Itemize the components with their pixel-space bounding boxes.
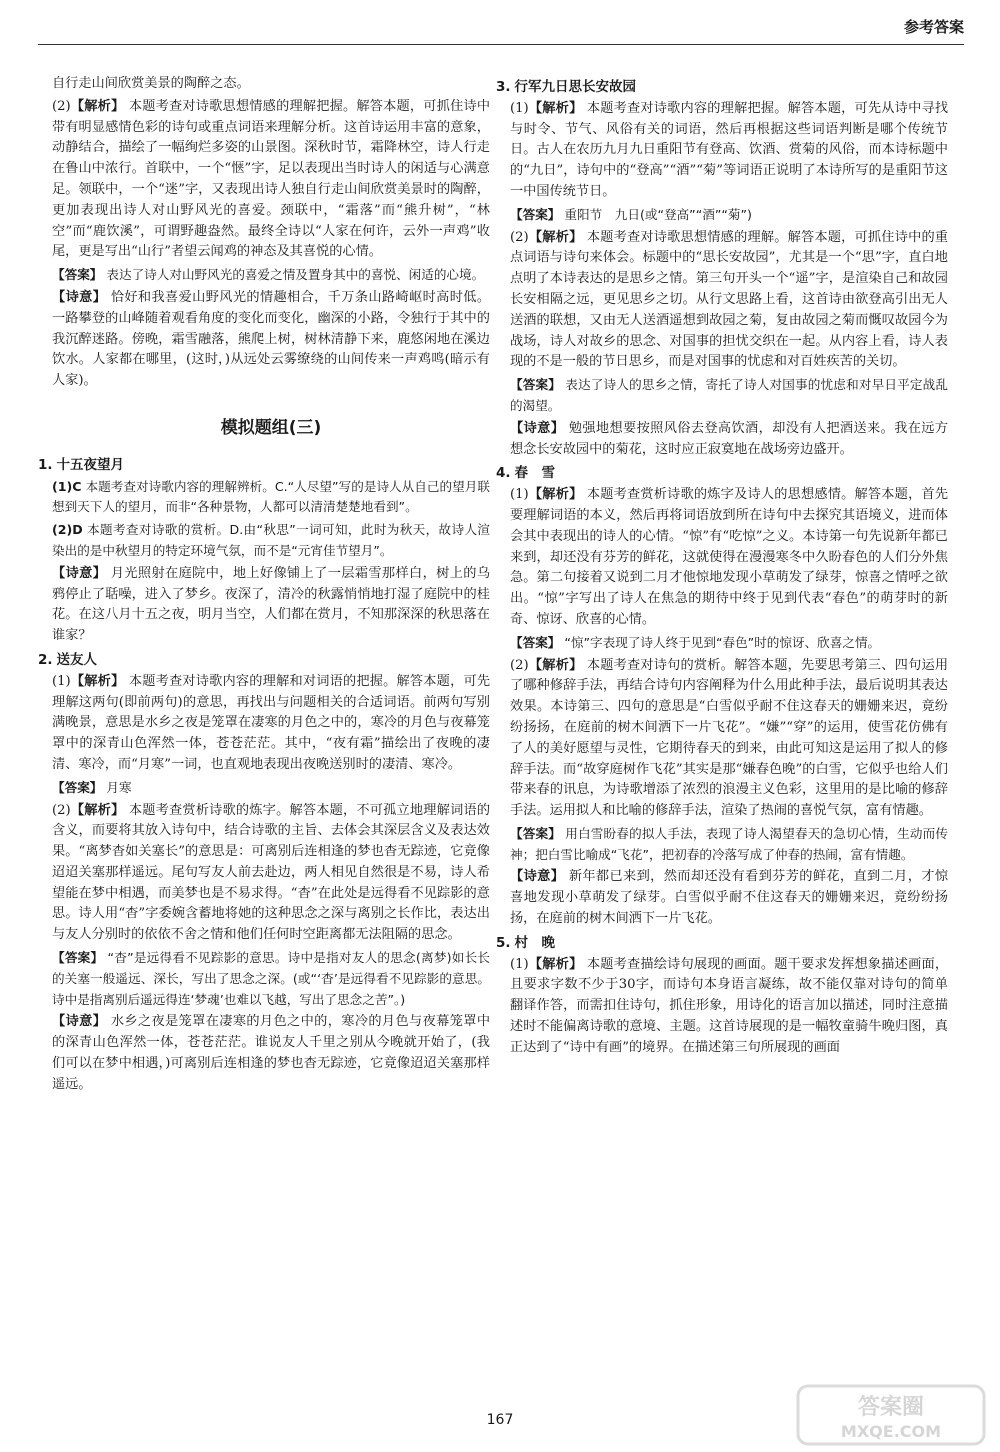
question-title: 5. 村 晚 [496, 934, 556, 951]
svg-text:答案圈: 答案圈 [857, 1395, 925, 1420]
continued-line: 自行走山间欣赏美景的陶醉之态。 [52, 76, 250, 91]
answer-paragraph: (2)【 解析 】 本题考查对诗歌思想情感的理解。解答本题，可抓住诗中的重点词语与诗句来体会。标题中的“思长安故园”，尤其是一个“思”字，直白地点明了本诗表达的是思乡之情。第三句开头一个“遥”字，是渲染自己和故园长安相隔之远，更见思乡之切。从行文思路上看，这首诗由欲登高引出无人送酒的联想，又由无人送酒遥想到故园之菊，复由故园之菊而慨叹故园今为战场，诗人对故乡的思念、对国事的担忧交织在一起。从内容上看，诗人表现的不是一般的节日思乡，而是对国事的忧虑和对百姓疾苦的关切。 [510, 228, 948, 374]
poem-meaning-paragraph: 【 诗意 】 月光照射在庭院中，地上好像铺上了一层霜雪那样白，树上的乌鸦停止了聒噪，进入了梦乡。夜深了，清冷的秋露悄悄地打湿了庭院中的桂花。在这八月十五之夜，明月当空，人们都在赏月，不知那深深的秋思落在谁家？ [52, 564, 490, 647]
answer-label: 【 答案 】 [52, 950, 103, 965]
poem-meaning-paragraph: 【 诗意 】 勉强地想要按照风俗去登高饮酒，却没有人把酒送来。我在远方想念长安故园中的菊花，这时应正寂寞地在战场旁边盛开。 [510, 419, 948, 461]
poem-meaning-paragraph: 【 诗意 】 水乡之夜是笼罩在凄寒的月色之中的，寒冷的月色与夜幕笼罩中的深青山色浑然一体，苍苍茫茫。谁说友人千里之别从今晚就开始了，(我们可以在梦中相遇，)可离别后连相逢的梦也杳无踪迹，它竟像迢迢关塞那样遥远。 [52, 1012, 490, 1095]
left-column [38, 74, 491, 1396]
answer-paragraph: (1)【 解析 】 本题考查赏析诗歌的炼字及诗人的思想感情。解答本题，首先要理解词语的本义，然后再将词语放到所在诗句中去探究其语境义，进而体会其中表现出的诗人的心情。“惊”有“吃惊”之义。本诗第一句先说新年都已来到，却还没有芬芳的鲜花，这就使得在漫漫寒冬中久盼春色的人们分外焦急。第二句接着又说到二月才他惊地发现小草萌发了绿芽，惊喜之情呼之欲出。“惊”字写出了诗人在焦急的期待中终于见到代表“春色”的萌芽时的新奇、惊讶、欣喜的心情。 [510, 485, 948, 631]
section-title: 模拟题组(三) [220, 417, 322, 438]
answer-paragraph: 【 答案 】 表达了诗人的思乡之情，寄托了诗人对国事的忧虑和对早日平定战乱的渴望。 [510, 375, 948, 417]
poem-meaning-label: 【 诗意 】 [52, 566, 106, 581]
answer-paragraph: 【 答案 】 月寒 [52, 778, 490, 799]
answer-paragraph: (2)【 解析 】 本题考查对诗歌思想情感的理解把握。解答本题，可抓住诗中带有明显感情色彩的诗句或重点词语来理解分析。这首诗运用丰富的意象，动静结合，描绘了一幅绚烂多姿的山景图。深秋时节，霜降林空，诗人行走在鲁山中浓行。首联中，一个“惬”字，足以表现出当时诗人的闲适与心满意足。领联中，一个“迷”字，又表现出诗人独自行走山间欣赏美景时的陶醉，更加表现出诗人对山野风光的喜爱。颈联中，“霜落”而“熊升树”，“林空”而“鹿饮溪”，可谓野趣盎然。最终全诗以“人家在何许，云外一声鸡”收尾，更是写出“山行”者望云闻鸡的神态及其喜悦的心情。 [52, 97, 490, 263]
answer-paragraph: (1)【 解析 】 本题考查描绘诗句展现的画面。题干要求发挥想象描述画面，且要求字数不少于30字，而诗句本身语言凝练，故不能仅靠对诗句的简单翻译作答，而需扣住诗句，抓住形象，用诗化的语言加以描述，同时注意描述时不能偏离诗歌的意境、主题。这首诗展现的是一幅牧童骑牛晚归图，真正达到了“诗中有画”的境界。在描述第三句所展现的画面 [510, 955, 948, 1059]
analysis-label: 【 解析 】 [529, 957, 583, 972]
poem-meaning-label: 【 诗意 】 [510, 421, 564, 436]
analysis-label: 【 解析 】 [71, 803, 125, 818]
answer-paragraph: 【 答案 】 “杳”是远得看不见踪影的意思。诗中是指对友人的思念(离梦)如长长的关塞一般遥远、深长，写出了思念之深。(或“‘杳’是远得看不见踪影的意思。诗中是指离别后遥远得连‘梦魂’也难以飞越，写出了思念之苦”。) [52, 948, 490, 1010]
analysis-label: 【 解析 】 [71, 674, 125, 689]
question-title: 1. 十五夜望月 [38, 456, 125, 473]
answer-paragraph: (1)【 解析 】 本题考查对诗歌内容的理解和对词语的把握。解答本题，可先理解这两句(即前两句)的意思，再找出与问题相关的合适词语。前两句写别满晚景，意思是水乡之夜是笼罩在凄寒的月色之中的，寒冷的月色与夜幕笼罩中的深青山色浑然一体，苍苍茫茫。其中，“夜有霜”描绘出了夜晚的凄清、寒冷，而“月寒”一词，也直观地表现出夜晚送别时的凄清、寒冷。 [52, 672, 490, 776]
answer-paragraph: (1)【 解析 】 本题考查对诗歌内容的理解把握。解答本题，可先从诗中寻找与时令、节气、风俗有关的词语，然后再根据这些词语判断是哪个传统节日。古人在农历九月九日重阳节有登高、饮酒、赏菊的风俗，而本诗标题中的“九日”，诗句中的“登高”“酒”“菊”等词语正说明了本诗所写的是重阳节这一中国传统节日。 [510, 99, 948, 203]
answer-label: 【 答案 】 [510, 635, 560, 650]
answer-paragraph: (2)D 本题考查对诗歌的赏析。D.由“秋思”一词可知，此时为秋天，故诗人渲染出的是中秋望月的特定环境气氛，而不是“元宵佳节望月”。 [52, 522, 490, 558]
answer-label: 【 答案 】 [52, 780, 102, 795]
answer-paragraph: 【 答案 】 重阳节 九日(或“登高”“酒”“菊”) [510, 205, 948, 226]
question-title: 3. 行军九日思长安故园 [496, 79, 637, 95]
answer-paragraph: 【 答案 】 用白雪盼春的拟人手法，表现了诗人渴望春天的急切心情，生动而传神；把白雪比喻成“飞花”，把初春的冷落写成了仲春的热闹，富有情趣。 [510, 824, 948, 866]
poem-meaning-label: 【 诗意 】 [510, 869, 564, 884]
analysis-label: 【 解析 】 [71, 99, 125, 114]
question-title: 2. 送友人 [38, 651, 98, 668]
poem-meaning-label: 【 诗意 】 [52, 290, 106, 305]
poem-meaning-paragraph: 【 诗意 】 恰好和我喜爱山野风光的情趣相合，千万条山路崎岖时高时低。一路攀登的山峰随着观看角度的变化而变化，幽深的小路，令独行于其中的我沉醉迷路。傍晚，霜雪融落，熊爬上树，树林清静下来，鹿悠闲地在溪边饮水。人家都在哪里，(这时，)从远处云雾缭绕的山间传来一声鸡鸣(暗示有人家)。 [52, 288, 490, 392]
answer-paragraph: 【 答案 】 “惊”字表现了诗人终于见到“春色”时的惊讶、欣喜之情。 [510, 633, 948, 654]
watermark-logo [796, 1384, 986, 1446]
answer-label: 【 答案 】 [510, 377, 561, 392]
answer-label: 【 答案 】 [510, 826, 561, 841]
running-header: 参考答案 [903, 18, 964, 36]
analysis-label: 【 解析 】 [529, 658, 583, 673]
right-column [496, 74, 949, 1396]
answer-paragraph: (1)C 本题考查对诗歌内容的理解辨析。C.“人尽望”写的是诗人从自己的望月联想到天下人的望月，而非“各种景物，人都可以清清楚楚地看到”。 [52, 478, 490, 515]
page-number: 167 [486, 1412, 514, 1428]
answer-label: 【 答案 】 [510, 207, 560, 222]
question-title: 4. 春 雪 [496, 465, 556, 482]
answer-paragraph: 【 答案 】 表达了诗人对山野风光的喜爱之情及置身其中的喜悦、闲适的心境。 [52, 265, 490, 286]
answer-paragraph: (2)【 解析 】 本题考查赏析诗歌的炼字。解答本题，不可孤立地理解词语的含义，而要将其放入诗句中，结合诗歌的主旨、去体会其深层含义及表达效果。“离梦杳如关塞长”的意思是：可离别后连相逢的梦也杳无踪迹，它竟像迢迢关塞那样遥远。尾句写友人前去赴边，两人相见自然很是不易，诗人希望能在梦中相遇，而美梦也是不易求得。“杳”在此处是远得看不见踪影的意思。诗人用“杳”字委婉含蓄地将她的这种思念之深与离别之长作比，表达出与友人分别时的依依不舍之情和他们任何时空距离都无法阻隔的思念。 [52, 801, 490, 947]
answer-paragraph: (2)【 解析 】 本题考查对诗句的赏析。解答本题，先要思考第三、四句运用了哪种修辞手法，再结合诗句内容阐释为什么用此种手法，最后说明其表达效果。本诗第三、四句的意思是“白雪似乎耐不住这春天的姗姗来迟，竟纷纷扬扬，在庭前的树木间洒下一片飞花”。“嫌”“穿”的运用，使雪花仿佛有了人的美好愿望与灵性，它期待春天的到来，由此可知这是运用了拟人的修辞手法。而“故穿庭树作飞花”其实是那“嫌春色晚”的白雪，它似乎也给人们带来春的讯息，为诗歌增添了浓烈的浪漫主义色彩，这里用的是比喻的修辞手法。运用拟人和比喻的修辞手法，渲染了热闹的喜悦气氛，富有情趣。 [510, 656, 948, 822]
poem-meaning-label: 【 诗意 】 [52, 1014, 106, 1029]
svg-text:MXQE.COM: MXQE.COM [840, 1422, 942, 1441]
poem-meaning-paragraph: 【 诗意 】 新年都已来到，然而却还没有看到芬芳的鲜花，直到二月，才惊喜地发现小草萌发了绿芽。白雪似乎耐不住这春天的姗姗来迟，竟纷纷扬扬，在庭前的树木间洒下一片飞花。 [510, 867, 948, 929]
analysis-label: 【 解析 】 [529, 101, 583, 116]
analysis-label: 【 解析 】 [529, 230, 583, 245]
answer-label: 【 答案 】 [52, 267, 102, 282]
analysis-label: 【 解析 】 [529, 487, 583, 502]
header-rule [38, 44, 964, 45]
